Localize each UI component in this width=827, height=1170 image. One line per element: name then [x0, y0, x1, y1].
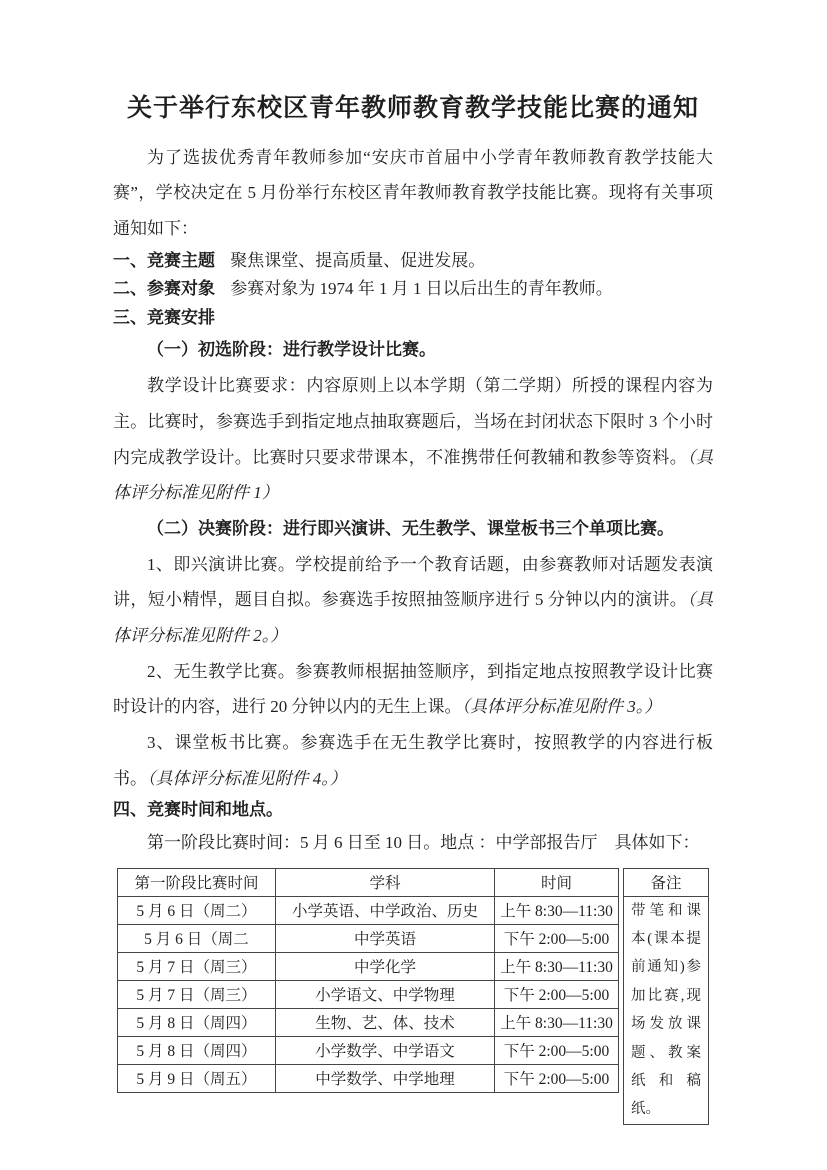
stage-2-item-1 [113, 547, 713, 654]
header-cell-date: 第一阶段比赛时间 [118, 868, 276, 896]
cell-subject: 小学英语、中学政治、历史 [276, 896, 495, 924]
stage-1-paragraph [113, 368, 713, 511]
header-cell-subject: 学科 [276, 868, 495, 896]
section-2-text: 参赛对象为 1974 年 1 月 1 日以后出生的青年教师。 [230, 279, 613, 299]
stage-2-item-1-note: （具体评分标准见附件 2。） [113, 590, 714, 645]
cell-subject: 中学化学 [276, 952, 495, 980]
section-1-label: 一、竞赛主题 [113, 250, 215, 270]
stage-1-note: （具体评分标准见附件 1） [113, 447, 714, 503]
schedule-remark-table [623, 868, 709, 1125]
stage-2-item-3-note: （具体评分标准见附件 4。） [147, 768, 347, 788]
cell-date: 5 月 8 日（周四） [118, 1008, 276, 1036]
section-4-label: 四、竞赛时间和地点。 [113, 800, 283, 820]
cell-date: 5 月 7 日（周三） [118, 980, 276, 1008]
section-1-text: 聚焦课堂、提高质量、促进发展。 [230, 250, 486, 270]
remark-header-row [624, 868, 709, 896]
cell-time: 上午 8:30—11:30 [495, 952, 619, 980]
stage-2-item-2-note: （具体评分标准见附件 3。） [461, 697, 662, 717]
schedule-main-table [117, 868, 619, 1093]
page-title: 关于举行东校区青年教师教育教学技能比赛的通知 [126, 95, 699, 122]
section-1-line [113, 247, 713, 276]
cell-subject: 中学英语 [276, 924, 495, 952]
cell-date: 5 月 6 日（周二 [118, 924, 276, 952]
cell-time: 下午 2:00—5:00 [495, 980, 619, 1008]
stage-2-item-2 [113, 654, 713, 725]
cell-date: 5 月 6 日（周二） [118, 896, 276, 924]
table-row [118, 1064, 619, 1092]
schedule-table [117, 868, 713, 1125]
remark-cell: 带笔和课本(课本提前通知)参加比赛,现场发放课题、教案纸和稿纸。 [624, 896, 709, 1124]
intro-paragraph: 为了选拔优秀青年教师参加“安庆市首届中小学青年教师教育教学技能大赛”，学校决定在 5 月份举行东校区青年教师教育教学技能比赛。现将有关事项通知如下： [113, 147, 713, 239]
cell-date: 5 月 7 日（周三） [118, 952, 276, 980]
cell-time: 下午 2:00—5:00 [495, 1036, 619, 1064]
section-2-label: 二、参赛对象 [113, 279, 215, 299]
section-3-line [113, 304, 713, 333]
table-row [118, 924, 619, 952]
stage-2-item-3-body: 3、课堂板书比赛。参赛选手在无生教学比赛时，按照教学的内容进行板书。 [113, 733, 713, 788]
stage-2-heading: （二）决赛阶段：进行即兴演讲、无生教学、课堂板书三个单项比赛。 [147, 518, 674, 538]
stage-1-heading: （一）初选阶段：进行教学设计比赛。 [147, 340, 436, 360]
stage-2-item-1-body: 1、即兴演讲比赛。学校提前给予一个教育话题，由参赛教师对话题发表演讲，短小精悍，题目自拟。参赛选手按照抽签顺序进行 5 分钟以内的演讲。 [113, 554, 713, 610]
schedule-intro-line: 第一阶段比赛时间：5 月 6 日至 10 日。地点 ：中学部报告厅 具体如下： [147, 832, 700, 852]
cell-date: 5 月 8 日（周四） [118, 1036, 276, 1064]
cell-date: 5 月 9 日（周五） [118, 1064, 276, 1092]
cell-time: 上午 8:30—11:30 [495, 1008, 619, 1036]
table-row [118, 1008, 619, 1036]
table-row [118, 952, 619, 980]
cell-time: 上午 8:30—11:30 [495, 896, 619, 924]
section-4-line [113, 796, 713, 825]
cell-time: 下午 2:00—5:00 [495, 924, 619, 952]
stage-1-body: 教学设计比赛要求：内容原则上以本学期（第二学期）所授的课程内容为主。比赛时，参赛选手到指定地点抽取赛题后，当场在封闭状态下限时 3 个小时内完成教学设计。比赛时只要求带课本，不准携带任何教辅和教参等资料。 [113, 376, 713, 467]
cell-subject: 生物、艺、体、技术 [276, 1008, 495, 1036]
header-cell-remark: 备注 [624, 868, 709, 896]
cell-time: 下午 2:00—5:00 [495, 1064, 619, 1092]
stage-2-item-3 [113, 725, 713, 796]
table-header-row [118, 868, 619, 896]
section-3-label: 三、竞赛安排 [113, 307, 215, 327]
table-row [118, 980, 619, 1008]
table-row [118, 1036, 619, 1064]
remark-body-row [624, 896, 709, 1124]
section-2-line [113, 275, 713, 304]
header-cell-time: 时间 [495, 868, 619, 896]
cell-subject: 中学数学、中学地理 [276, 1064, 495, 1092]
cell-subject: 小学数学、中学语文 [276, 1036, 495, 1064]
stage-2-item-2-body: 2、无生教学比赛。参赛教师根据抽签顺序，到指定地点按照教学设计比赛时设计的内容，进行 20 分钟以内的无生上课。 [113, 661, 713, 717]
table-row [118, 896, 619, 924]
cell-subject: 小学语文、中学物理 [276, 980, 495, 1008]
